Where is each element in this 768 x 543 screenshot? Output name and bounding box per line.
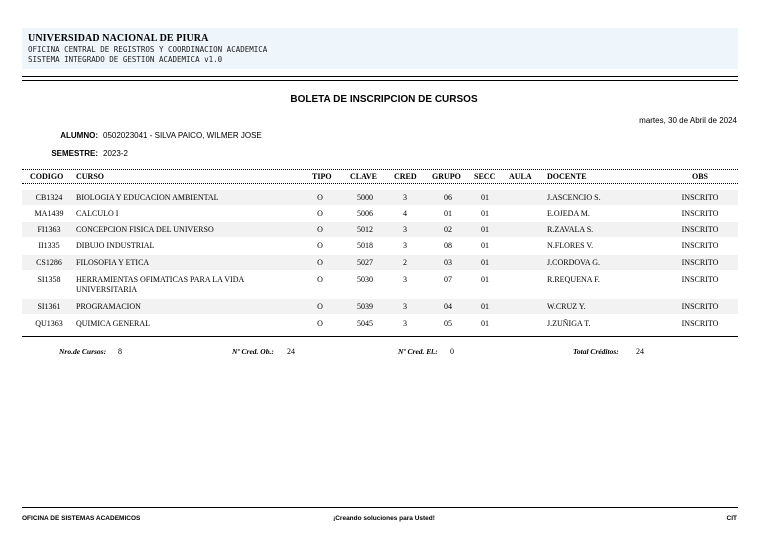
- cell-secc: 01: [481, 302, 489, 311]
- col-header-grupo: GRUPO: [432, 172, 461, 181]
- cell-clave: 5045: [357, 319, 373, 328]
- cell-codigo: SI1361: [37, 302, 61, 311]
- cell-secc: 01: [481, 275, 489, 284]
- semestre-label: SEMESTRE:: [51, 149, 98, 158]
- elective-credits-value: 0: [450, 347, 454, 356]
- total-credits-value: 24: [636, 347, 644, 356]
- cell-docente: J.CORDOVA G.: [547, 258, 600, 267]
- cell-tipo: O: [317, 258, 323, 267]
- table-row: [22, 222, 738, 237]
- cell-cred: 3: [403, 241, 407, 250]
- footer-slogan: ¡Creando soluciones para Usted!: [333, 515, 435, 522]
- cell-clave: 5018: [357, 241, 373, 250]
- cell-secc: 01: [481, 225, 489, 234]
- cell-grupo: 07: [444, 275, 452, 284]
- cell-secc: 01: [481, 193, 489, 202]
- cell-docente: W.CRUZ Y.: [547, 302, 586, 311]
- cell-curso: CONCEPCION FISICA DEL UNIVERSO: [76, 225, 214, 234]
- cell-codigo: QU1363: [35, 319, 63, 328]
- footer-cit: CIT: [726, 515, 737, 522]
- cell-docente: R.ZAVALA S.: [547, 225, 594, 234]
- cell-clave: 5012: [357, 225, 373, 234]
- cell-cred: 2: [403, 258, 407, 267]
- table-row: [22, 190, 738, 205]
- table-header-top-line: [22, 169, 738, 170]
- table-row: [22, 206, 738, 221]
- cell-tipo: O: [317, 241, 323, 250]
- cell-cred: 3: [403, 225, 407, 234]
- col-header-clave: CLAVE: [350, 172, 377, 181]
- cell-grupo: 02: [444, 225, 452, 234]
- table-row: [22, 299, 738, 314]
- cell-curso: PROGRAMACION: [76, 302, 141, 311]
- university-name: UNIVERSIDAD NACIONAL DE PIURA: [28, 33, 209, 44]
- cell-obs: INSCRITO: [681, 319, 719, 328]
- cell-docente: R.REQUENA F.: [547, 275, 600, 284]
- cell-clave: 5000: [357, 193, 373, 202]
- col-header-docente: DOCENTE: [547, 172, 587, 181]
- table-bottom-line: [22, 336, 738, 337]
- cell-tipo: O: [317, 302, 323, 311]
- col-header-aula: AULA: [509, 172, 532, 181]
- semestre-value: 2023-2: [103, 149, 128, 158]
- document-date: martes, 30 de Abril de 2024: [639, 116, 737, 125]
- cell-tipo: O: [317, 225, 323, 234]
- cell-codigo: FI1363: [37, 225, 61, 234]
- cell-obs: INSCRITO: [681, 193, 719, 202]
- cell-codigo: SI1358: [37, 275, 61, 284]
- alumno-label: ALUMNO:: [60, 131, 98, 140]
- table-row: [22, 316, 738, 331]
- cell-cred: 4: [403, 209, 407, 218]
- cell-curso: BIOLOGIA Y EDUCACION AMBIENTAL: [76, 193, 219, 202]
- institution-header: [22, 28, 738, 69]
- cell-curso: CALCULO I: [76, 209, 119, 218]
- cell-curso: HERRAMIENTAS OFIMATICAS PARA LA VIDA UNIVERSITARIA: [76, 275, 244, 294]
- cell-codigo: CB1324: [35, 193, 63, 202]
- cell-secc: 01: [481, 258, 489, 267]
- col-header-cred: CRED: [394, 172, 417, 181]
- cell-clave: 5039: [357, 302, 373, 311]
- header-divider-bottom: [22, 80, 738, 81]
- footer-office: OFICINA DE SISTEMAS ACADEMICOS: [22, 515, 141, 522]
- cell-cred: 3: [403, 319, 407, 328]
- cell-docente: N.FLORES V.: [547, 241, 594, 250]
- header-divider-top: [22, 76, 738, 77]
- cell-clave: 5006: [357, 209, 373, 218]
- cell-obs: INSCRITO: [681, 258, 719, 267]
- cell-docente: E.OJEDA M.: [547, 209, 590, 218]
- cell-tipo: O: [317, 209, 323, 218]
- cell-obs: INSCRITO: [681, 209, 719, 218]
- cell-clave: 5030: [357, 275, 373, 284]
- cell-obs: INSCRITO: [681, 241, 719, 250]
- cell-tipo: O: [317, 275, 323, 284]
- cell-grupo: 03: [444, 258, 452, 267]
- courses-count-label: Nro.de Cursos:: [59, 347, 107, 356]
- footer-divider: [22, 507, 738, 508]
- cell-curso: DIBUJO INDUSTRIAL: [76, 241, 155, 250]
- system-name: SISTEMA INTEGRADO DE GESTION ACADEMICA v1.0: [28, 55, 223, 64]
- cell-secc: 01: [481, 241, 489, 250]
- total-credits-label: Total Créditos:: [573, 347, 619, 356]
- cell-curso: FILOSOFIA Y ETICA: [76, 258, 150, 267]
- cell-obs: INSCRITO: [681, 275, 719, 284]
- cell-grupo: 06: [444, 193, 452, 202]
- table-row: [22, 238, 738, 253]
- cell-clave: 5027: [357, 258, 373, 267]
- cell-obs: INSCRITO: [681, 302, 719, 311]
- elective-credits-label: Nº Cred. El.:: [398, 347, 438, 356]
- cell-grupo: 05: [444, 319, 452, 328]
- cell-grupo: 04: [444, 302, 452, 311]
- col-header-codigo: CODIGO: [30, 172, 64, 181]
- cell-codigo: MA1439: [34, 209, 64, 218]
- cell-curso: QUIMICA GENERAL: [76, 319, 150, 328]
- table-row: [22, 271, 738, 297]
- cell-codigo: CS1286: [36, 258, 62, 267]
- cell-secc: 01: [481, 319, 489, 328]
- cell-docente: J.ASCENCIO S.: [547, 193, 601, 202]
- document-title: BOLETA DE INSCRIPCION DE CURSOS: [290, 94, 478, 105]
- table-header-bottom-line: [22, 183, 738, 184]
- cell-grupo: 01: [444, 209, 452, 218]
- col-header-curso: CURSO: [76, 172, 105, 181]
- mandatory-credits-value: 24: [287, 347, 295, 356]
- alumno-value: 0502023041 - SILVA PAICO, WILMER JOSE: [103, 131, 262, 140]
- col-header-obs: OBS: [692, 172, 709, 181]
- table-row: [22, 255, 738, 270]
- cell-cred: 3: [403, 275, 407, 284]
- cell-tipo: O: [317, 319, 323, 328]
- mandatory-credits-label: Nº Cred. Ob.:: [232, 347, 274, 356]
- col-header-secc: SECC: [474, 172, 496, 181]
- cell-grupo: 08: [444, 241, 452, 250]
- cell-codigo: II1335: [38, 241, 60, 250]
- col-header-tipo: TIPO: [312, 172, 332, 181]
- cell-docente: J.ZUÑIGA T.: [547, 319, 591, 328]
- cell-cred: 3: [403, 302, 407, 311]
- office-name: OFICINA CENTRAL DE REGISTROS Y COORDINACION ACADEMICA: [28, 45, 268, 54]
- cell-obs: INSCRITO: [681, 225, 719, 234]
- courses-count-value: 8: [118, 347, 122, 356]
- cell-secc: 01: [481, 209, 489, 218]
- cell-tipo: O: [317, 193, 323, 202]
- cell-cred: 3: [403, 193, 407, 202]
